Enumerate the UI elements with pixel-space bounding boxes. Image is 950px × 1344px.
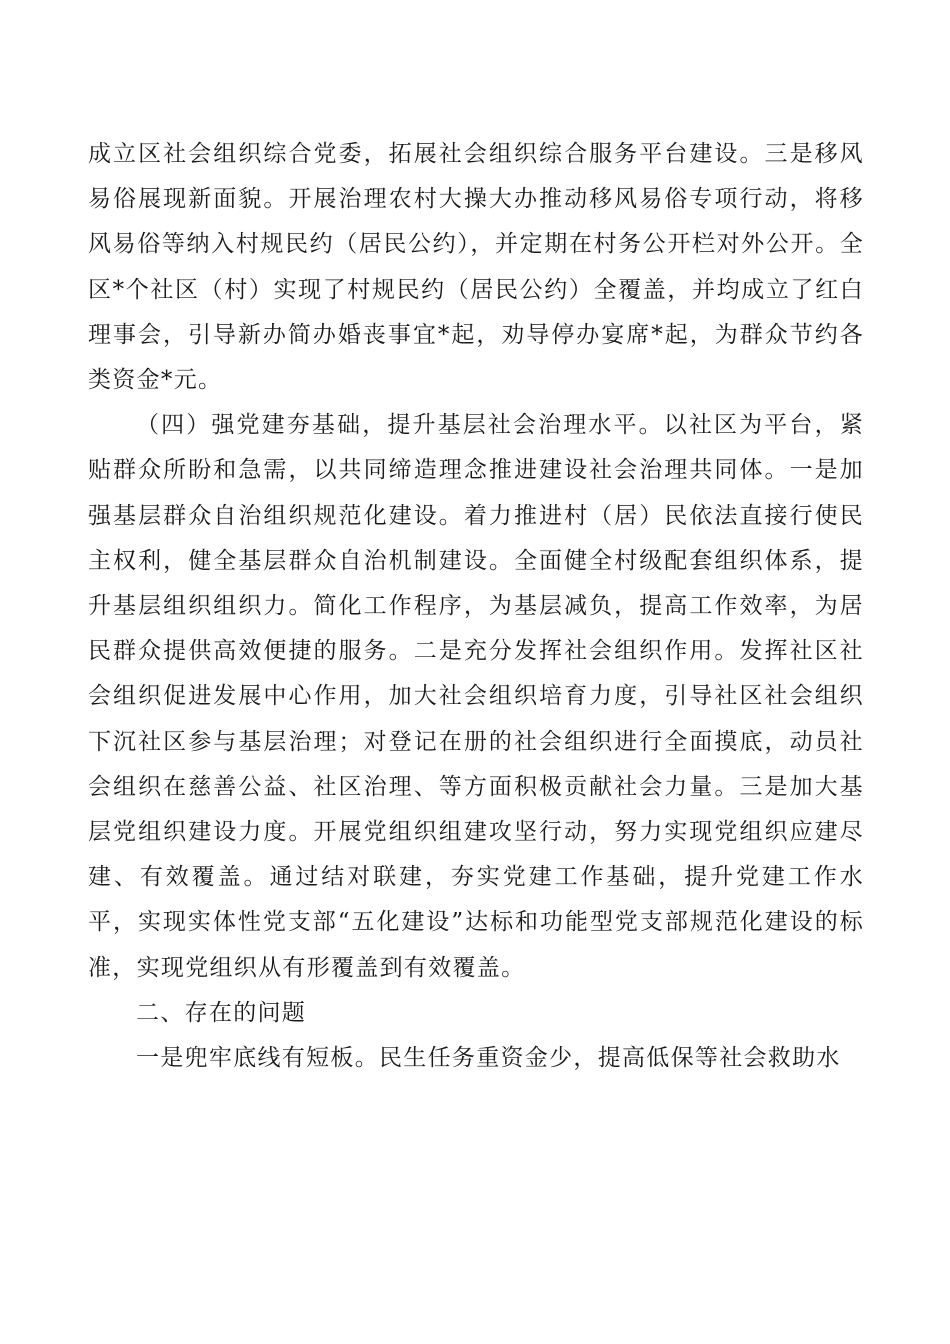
document-body: [88, 132, 864, 1081]
paragraph-problem-one: 一是兜牢底线有短板。民生任务重资金少，提高低保等社会救助水: [136, 1045, 841, 1072]
section-heading-problems: 二、存在的问题: [136, 999, 307, 1026]
paragraph-party-building: （四）强党建夯基础，提升基层社会治理水平。以社区为平台，紧贴群众所盼和急需，以共同缔造理念推进建设社会治理共同体。一是加强基层群众自治组织规范化建设。着力推进村（居）民依法直接行使民主权利，健全基层群众自治机制建设。全面健全村级配套组织体系，提升基层组织组织力。简化工作程序，为基层减负，提高工作效率，为居民群众提供高效便捷的服务。二是充分发挥社会组织作用。发挥社区社会组织促进发展中心作用，加大社会组织培育力度，引导社区社会组织下沉社区参与基层治理；对登记在册的社会组织进行全面摸底，动员社会组织在慈善公益、社区治理、等方面积极贡献社会力量。三是加大基层党组织建设力度。开展党组织组建攻坚行动，努力实现党组织应建尽建、有效覆盖。通过结对联建，夯实党建工作基础，提升党建工作水平，实现实体性党支部“五化建设”达标和功能型党支部规范化建设的标准，实现党组织从有形覆盖到有效覆盖。: [88, 412, 864, 981]
paragraph-social-organization: 成立区社会组织综合党委，拓展社会组织综合服务平台建设。三是移风易俗展现新面貌。开展治理农村大操大办推动移风易俗专项行动，将移风易俗等纳入村规民约（居民公约），并定期在村务公开栏对外公开。全区*个社区（村）实现了村规民约（居民公约）全覆盖，并均成立了红白理事会，引导新办简办婚丧事宜*起，劝导停办宴席*起，为群众节约各类资金*元。: [88, 141, 864, 394]
